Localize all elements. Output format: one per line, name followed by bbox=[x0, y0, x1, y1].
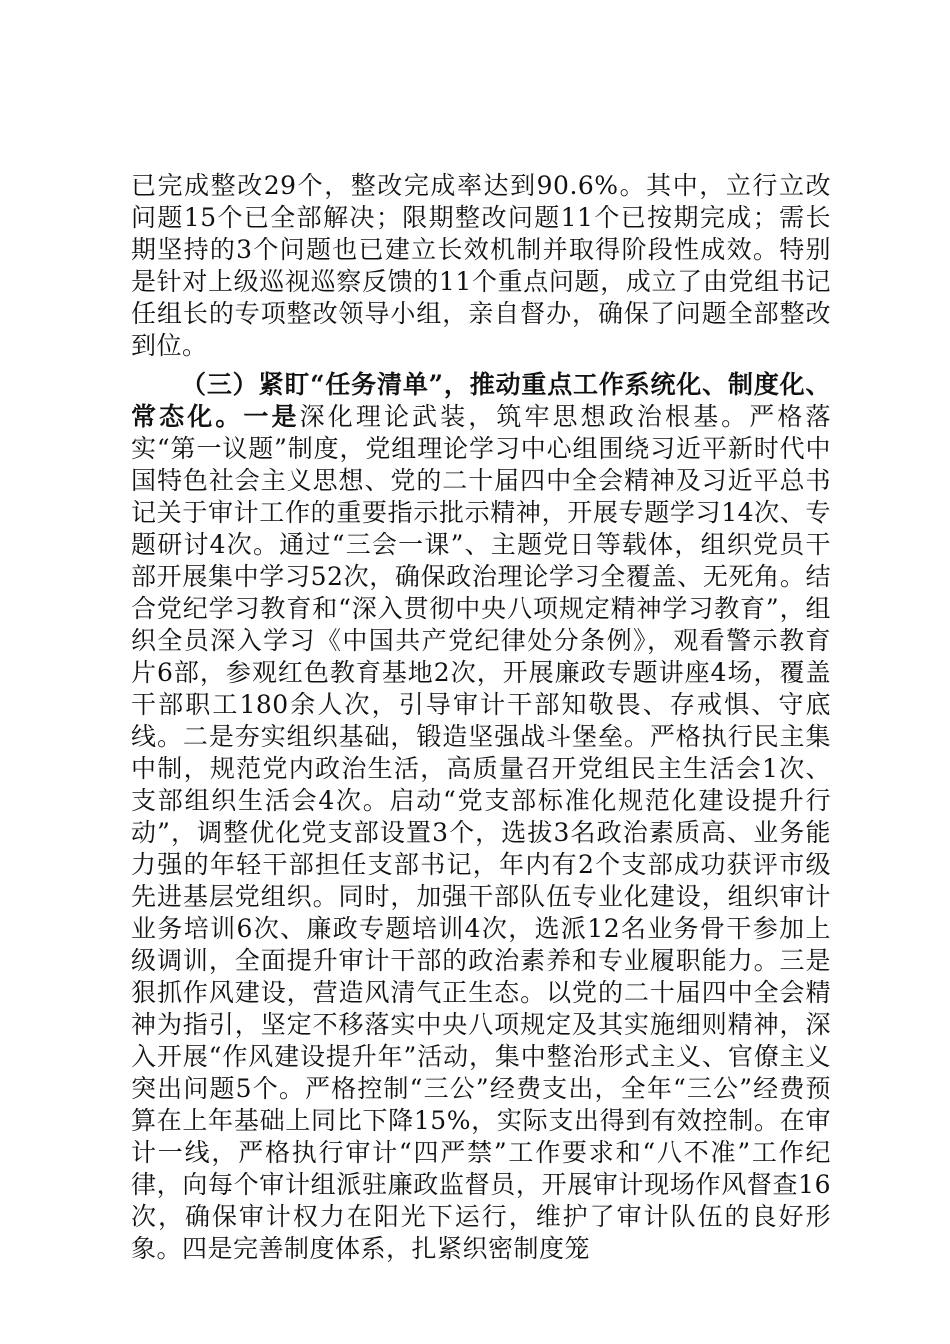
paragraph-rectification-results bbox=[131, 170, 831, 362]
paragraph-task-list bbox=[131, 369, 831, 1265]
paragraph-2-body: 深化理论武装，筑牢思想政治根基。严格落实“第一议题”制度，党组理论学习中心组围绕习近平新时代中国特色社会主义思想、党的二十届四中全会精神及习近平总书记关于审计工作的重要指示批示精神，开展专题学习14次、专题研讨4次。通过“三会一课”、主题党日等载体，组织党员干部开展集中学习52次，确保政治理论学习全覆盖、无死角。结合党纪学习教育和“深入贯彻中央八项规定精神学习教育”，组织全员深入学习《中国共产党纪律处分条例》，观看警示教育片6部，参观红色教育基地2次，开展廉政专题讲座4场，覆盖干部职工180余人次，引导审计干部知敬畏、存戒惧、守底线。二是夯实组织基础，锻造坚强战斗堡垒。严格执行民主集中制，规范党内政治生活，高质量召开党组民主生活会1次、支部组织生活会4次。启动“党支部标准化规范化建设提升行动”，调整优化党支部设置3个，选拔3名政治素质高、业务能力强的年轻干部担任支部书记，年内有2个支部成功获评市级先进基层党组织。同时，加强干部队伍专业化建设，组织审计业务培训6次、廉政专题培训4次，选派12名业务骨干参加上级调训，全面提升审计干部的政治素养和专业履职能力。三是狠抓作风建设，营造风清气正生态。以党的二十届四中全会精神为指引，坚定不移落实中央八项规定及其实施细则精神，深入开展“作风建设提升年”活动，集中整治形式主义、官僚主义突出问题5个。严格控制“三公”经费支出，全年“三公”经费预算在上年基础上同比下降15%，实际支出得到有效控制。在审计一线，严格执行审计“四严禁”工作要求和“八不准”工作纪律，向每个审计组派驻廉政监督员，开展审计现场作风督查16次，确保审计权力在阳光下运行，维护了审计队伍的良好形象。四是完善制度体系，扎紧织密制度笼 bbox=[131, 402, 831, 1263]
paragraph-1-text: 已完成整改29个，整改完成率达到90.6%。其中，立行立改问题15个已全部解决；限期整改问题11个已按期完成；需长期坚持的3个问题也已建立长效机制并取得阶段性成效。特别是针对上级巡视巡察反馈的11个重点问题，成立了由党组书记任组长的专项整改领导小组，亲自督办，确保了问题全部整改到位。 bbox=[131, 171, 831, 360]
lead-label: 一是 bbox=[243, 402, 300, 431]
section-heading: （三）紧盯“任务清单”，推动重点工作系统化、制度化、常态化。 bbox=[131, 370, 831, 431]
